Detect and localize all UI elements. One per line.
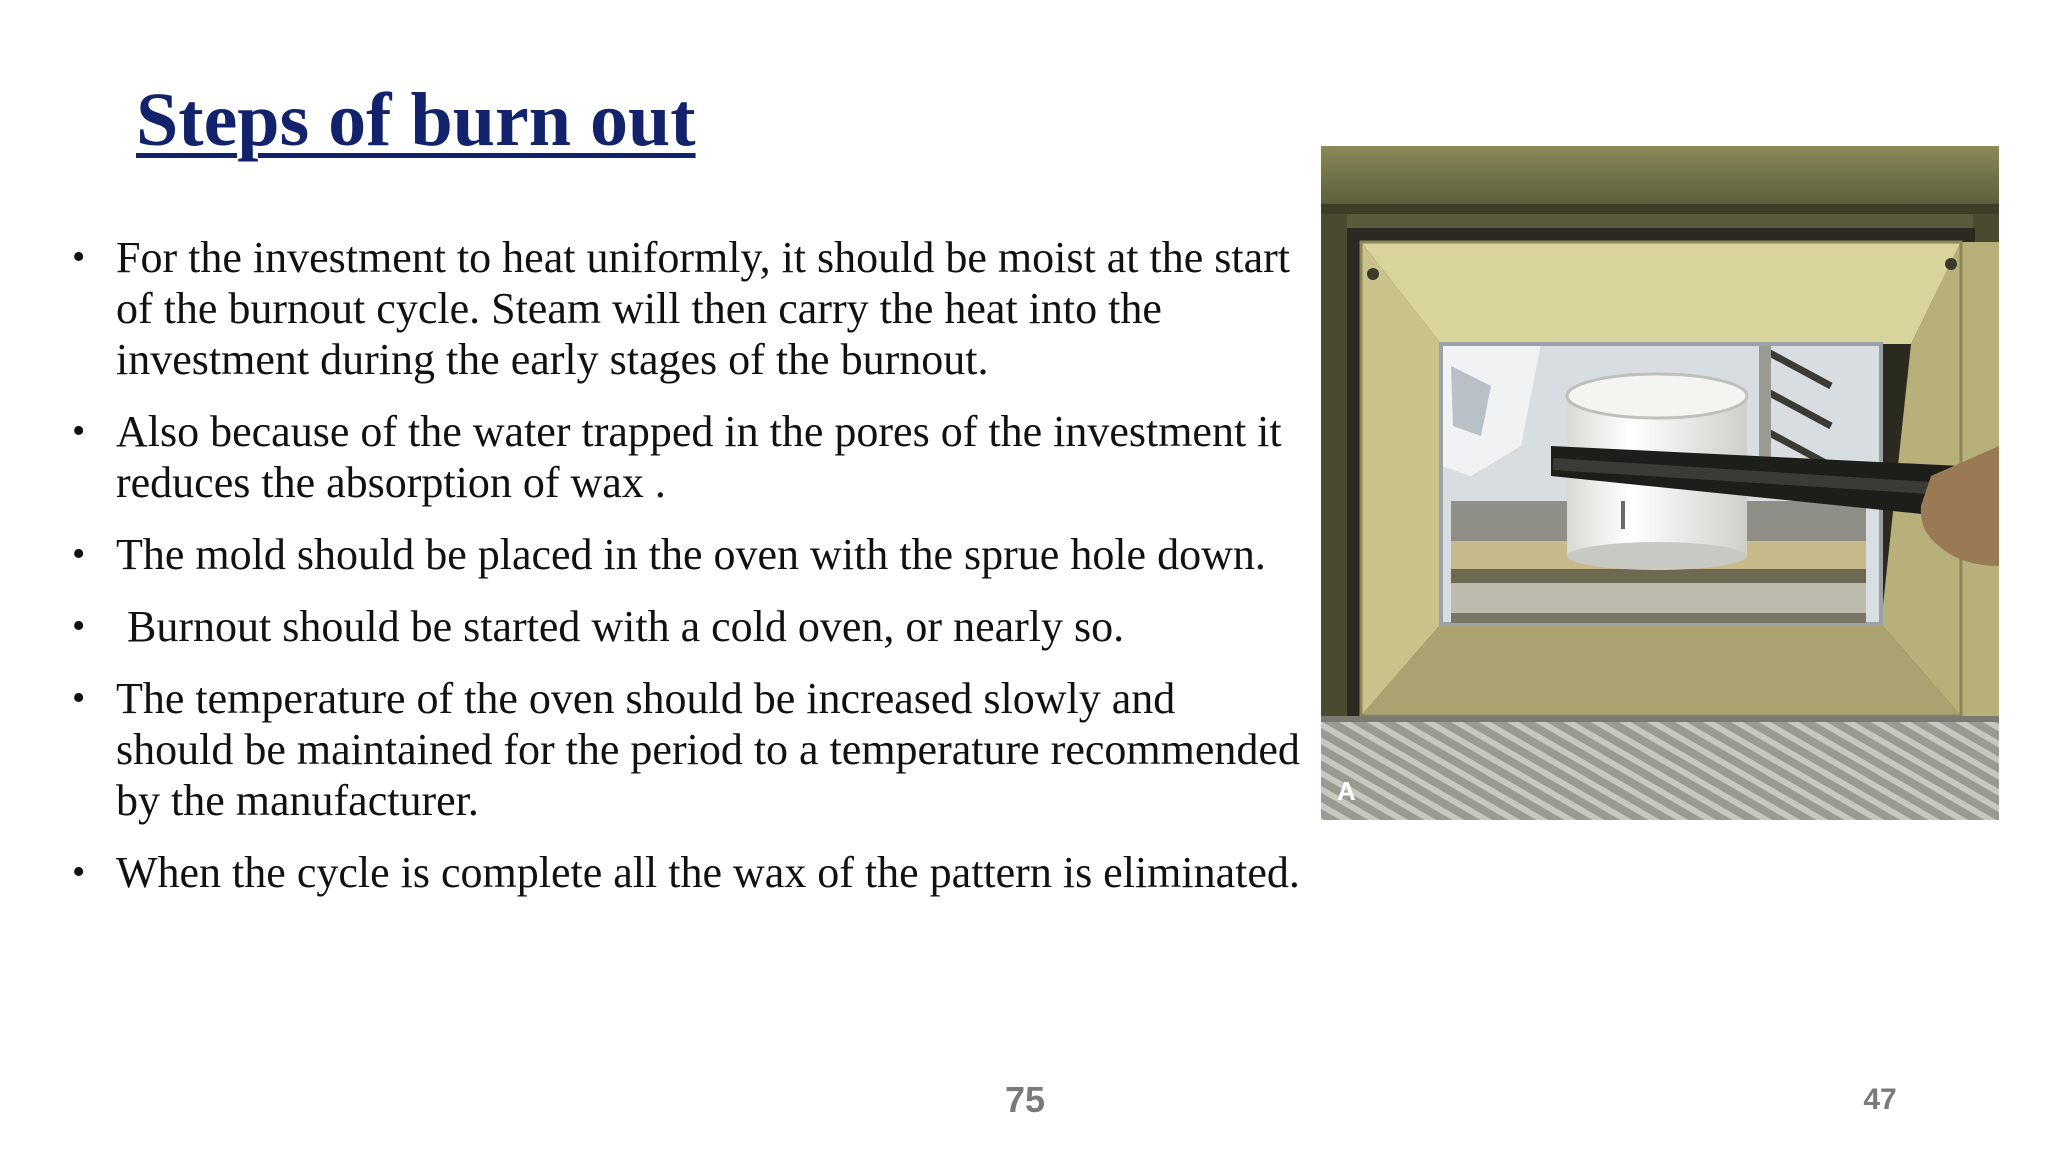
slide-title: Steps of burn out bbox=[136, 78, 696, 162]
page-number-right: 47 bbox=[1863, 1083, 1897, 1116]
photo-label: A bbox=[1337, 776, 1356, 806]
bullet-marker: • bbox=[72, 851, 86, 893]
bullet-marker: • bbox=[72, 236, 86, 278]
bullet-item bbox=[72, 406, 1302, 508]
bullet-marker: • bbox=[72, 410, 86, 452]
bullet-item bbox=[72, 847, 1302, 898]
bullet-item bbox=[72, 529, 1302, 580]
bullet-item bbox=[72, 232, 1302, 385]
bullet-marker: • bbox=[72, 605, 86, 647]
bullet-text: Burnout should be started with a cold oven, or nearly so. bbox=[116, 602, 1125, 651]
bullet-text: The mold should be placed in the oven with the sprue hole down. bbox=[116, 530, 1266, 579]
page-number-center: 75 bbox=[1004, 1079, 1046, 1120]
bullet-text: For the investment to heat uniformly, it should be moist at the start of the burnout cycle. Steam will then carry the heat into the investment during the early stages of the burnout. bbox=[116, 233, 1290, 384]
bullet-list bbox=[72, 232, 1302, 919]
bullet-text: When the cycle is complete all the wax of the pattern is eliminated. bbox=[116, 848, 1300, 897]
bullet-text: The temperature of the oven should be increased slowly and should be maintained for the period to a temperature recommended by the manufacturer. bbox=[116, 674, 1300, 825]
bullet-marker: • bbox=[72, 677, 86, 719]
bullet-item bbox=[72, 673, 1302, 826]
burnout-oven-photo bbox=[1321, 146, 1999, 820]
bullet-marker: • bbox=[72, 533, 86, 575]
bullet-item bbox=[72, 601, 1302, 652]
bullet-text: Also because of the water trapped in the pores of the investment it reduces the absorption of wax . bbox=[116, 407, 1282, 507]
